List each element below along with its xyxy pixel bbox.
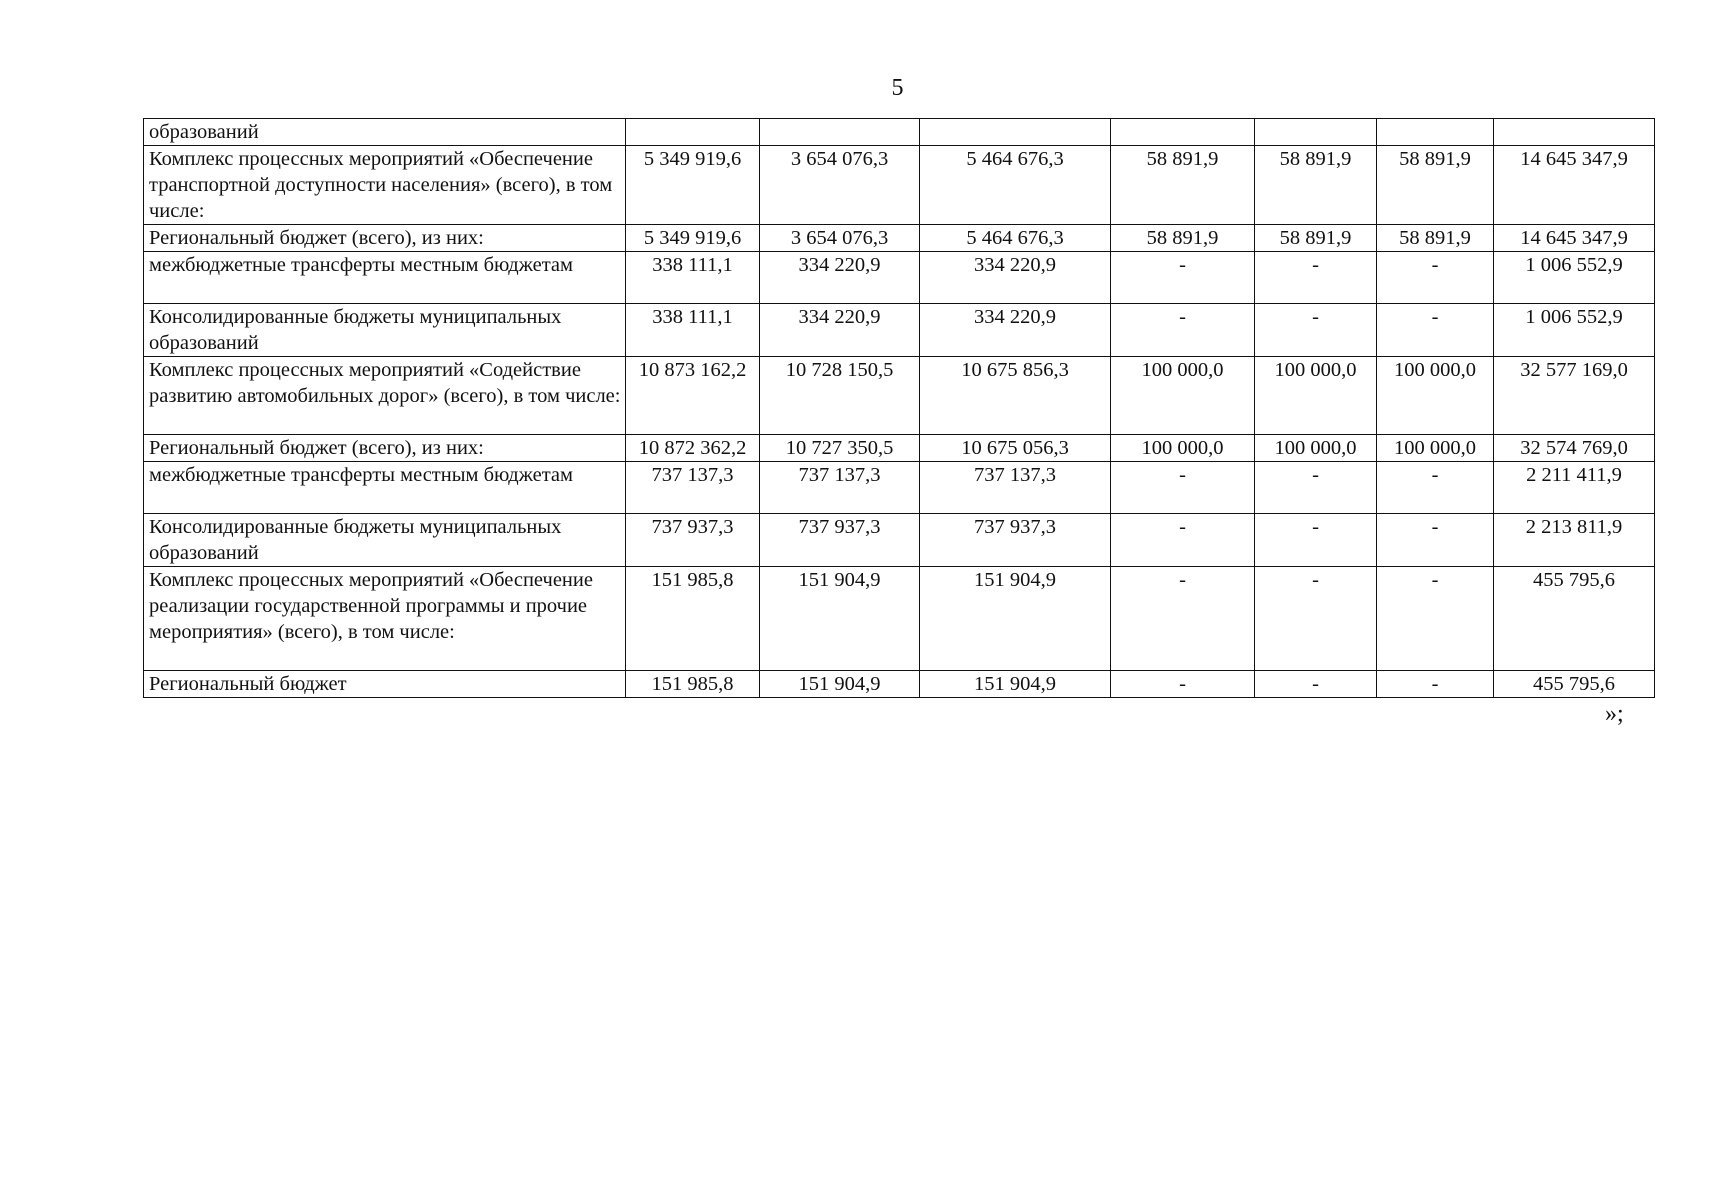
value-cell [1377,119,1494,146]
row-label: межбюджетные трансферты местным бюджетам [144,462,626,514]
value-cell [1111,119,1255,146]
value-cell: 737 937,3 [760,514,920,567]
value-cell: - [1111,514,1255,567]
value-cell: 737 937,3 [920,514,1111,567]
value-cell: 100 000,0 [1111,435,1255,462]
value-cell: 3 654 076,3 [760,146,920,225]
value-cell: 32 574 769,0 [1494,435,1655,462]
value-cell: 2 213 811,9 [1494,514,1655,567]
value-cell [1494,119,1655,146]
value-cell: 58 891,9 [1111,225,1255,252]
value-cell: 338 111,1 [626,252,760,304]
table-row [144,146,1655,225]
value-cell: - [1111,304,1255,357]
value-cell: 100 000,0 [1111,357,1255,435]
value-cell: 10 872 362,2 [626,435,760,462]
value-cell: 5 349 919,6 [626,225,760,252]
value-cell: 455 795,6 [1494,567,1655,671]
row-label: Региональный бюджет [144,671,626,698]
table-row [144,119,1655,146]
row-label: межбюджетные трансферты местным бюджетам [144,252,626,304]
value-cell: 58 891,9 [1377,225,1494,252]
value-cell: 58 891,9 [1377,146,1494,225]
row-label: Комплекс процессных мероприятий «Обеспечение реализации государственной программы и прочие мероприятия» (всего), в том числе: [144,567,626,671]
value-cell [626,119,760,146]
value-cell: - [1255,252,1377,304]
value-cell: 737 137,3 [920,462,1111,514]
value-cell: 338 111,1 [626,304,760,357]
value-cell: - [1255,671,1377,698]
value-cell: 2 211 411,9 [1494,462,1655,514]
value-cell: 100 000,0 [1255,357,1377,435]
value-cell: 100 000,0 [1255,435,1377,462]
value-cell: 100 000,0 [1377,357,1494,435]
row-label: Региональный бюджет (всего), из них: [144,225,626,252]
table-row [144,435,1655,462]
value-cell: 737 137,3 [760,462,920,514]
row-label: Комплекс процессных мероприятий «Содействие развитию автомобильных дорог» (всего), в том числе: [144,357,626,435]
value-cell: - [1111,252,1255,304]
value-cell: - [1377,462,1494,514]
value-cell: 10 873 162,2 [626,357,760,435]
value-cell [760,119,920,146]
value-cell: - [1255,304,1377,357]
value-cell: 14 645 347,9 [1494,225,1655,252]
value-cell: 737 937,3 [626,514,760,567]
table-row [144,671,1655,698]
value-cell: 5 464 676,3 [920,225,1111,252]
table-row [144,304,1655,357]
value-cell: 10 675 056,3 [920,435,1111,462]
value-cell: 10 675 856,3 [920,357,1111,435]
value-cell: - [1111,671,1255,698]
value-cell: 151 904,9 [920,671,1111,698]
row-label: Региональный бюджет (всего), из них: [144,435,626,462]
value-cell: 1 006 552,9 [1494,304,1655,357]
value-cell: 58 891,9 [1255,146,1377,225]
value-cell: 737 137,3 [626,462,760,514]
value-cell: - [1255,462,1377,514]
value-cell: 100 000,0 [1377,435,1494,462]
value-cell: - [1255,567,1377,671]
value-cell: - [1111,462,1255,514]
value-cell: - [1377,514,1494,567]
value-cell: 10 728 150,5 [760,357,920,435]
value-cell: 334 220,9 [760,252,920,304]
value-cell: 32 577 169,0 [1494,357,1655,435]
table-row [144,357,1655,435]
value-cell: 151 985,8 [626,567,760,671]
value-cell: - [1377,567,1494,671]
row-label: Консолидированные бюджеты муниципальных образований [144,514,626,567]
value-cell: 58 891,9 [1255,225,1377,252]
value-cell: 151 904,9 [760,567,920,671]
value-cell: 151 904,9 [760,671,920,698]
value-cell: 14 645 347,9 [1494,146,1655,225]
value-cell: 5 464 676,3 [920,146,1111,225]
value-cell: 5 349 919,6 [626,146,760,225]
value-cell: - [1377,671,1494,698]
value-cell: 1 006 552,9 [1494,252,1655,304]
value-cell: 455 795,6 [1494,671,1655,698]
budget-table [143,118,1655,698]
value-cell: 151 904,9 [920,567,1111,671]
value-cell: 334 220,9 [760,304,920,357]
page-number: 5 [891,75,904,101]
value-cell: - [1255,514,1377,567]
value-cell: 3 654 076,3 [760,225,920,252]
row-label: Комплекс процессных мероприятий «Обеспечение транспортной доступности населения» (всего), в том числе: [144,146,626,225]
value-cell: - [1377,252,1494,304]
row-label: Консолидированные бюджеты муниципальных образований [144,304,626,357]
value-cell: 58 891,9 [1111,146,1255,225]
value-cell [920,119,1111,146]
value-cell: - [1111,567,1255,671]
value-cell [1255,119,1377,146]
row-label: образований [144,119,626,146]
table-row [144,462,1655,514]
value-cell: 10 727 350,5 [760,435,920,462]
value-cell: 334 220,9 [920,304,1111,357]
value-cell: 334 220,9 [920,252,1111,304]
table-row [144,514,1655,567]
table-row [144,225,1655,252]
value-cell: - [1377,304,1494,357]
table-row [144,567,1655,671]
closing-quote-mark: »; [1605,701,1624,727]
value-cell: 151 985,8 [626,671,760,698]
table-row [144,252,1655,304]
